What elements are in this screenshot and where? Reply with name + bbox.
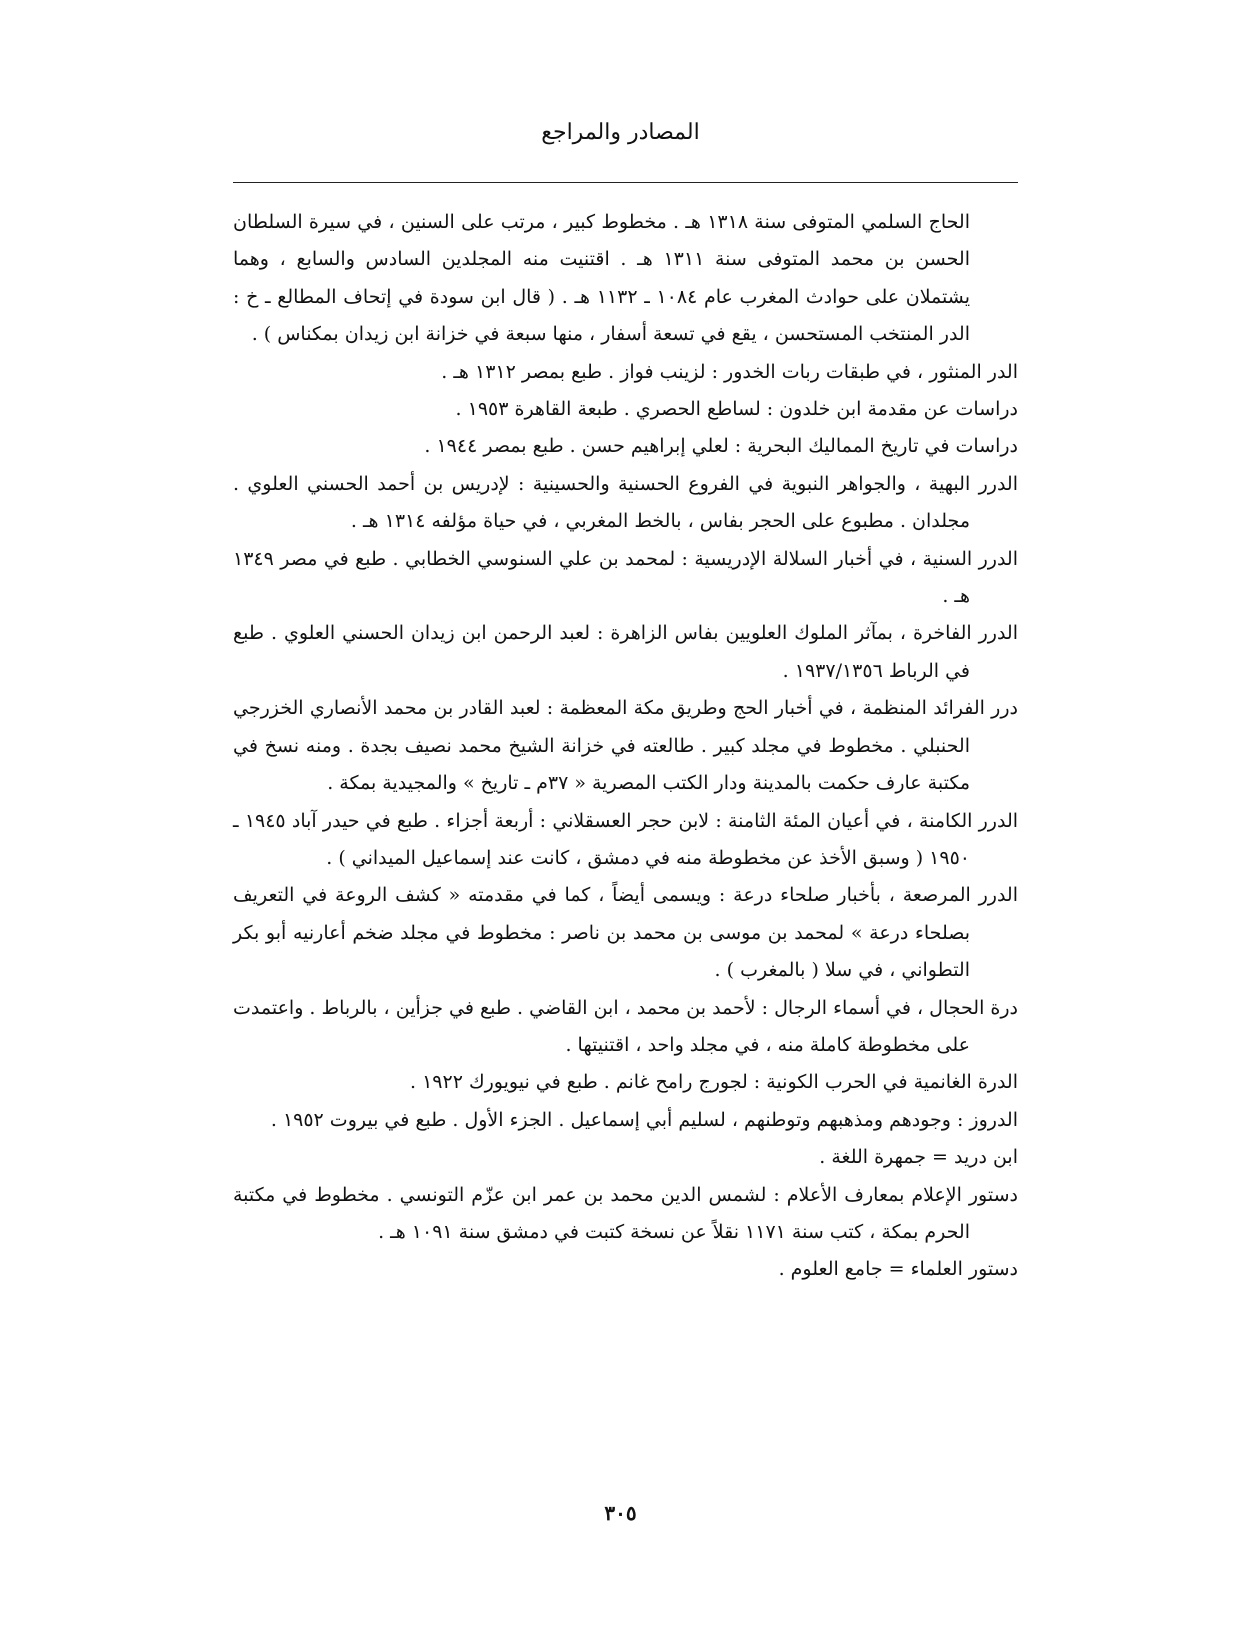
bibliography-entry: دراسات عن مقدمة ابن خلدون : لساطع الحصري . طبعة القاهرة ١٩٥٣ .	[455, 398, 1018, 421]
bibliography-body	[233, 204, 1018, 1289]
bibliography-entry: الدرر البهية ، والجواهر النبوية في الفروع الحسنية والحسينية : لإدريس بن أحمد الحسني العلوي . مجلدان . مطبوع على الحجر بفاس ، بالخط المغربي ، في حياة مؤلفه ١٣١٤ هـ .	[233, 472, 1018, 533]
header-rule	[233, 182, 1018, 183]
page-number: ٣٠٥	[604, 1501, 637, 1525]
bibliography-entry: الدر المنثور ، في طبقات ربات الخدور : لزينب فواز . طبع بمصر ١٣١٢ هـ .	[441, 360, 1018, 383]
bibliography-entry-continuation: الحاج السلمي المتوفى سنة ١٣١٨ هـ . مخطوط كبير ، مرتب على السنين ، في سيرة السلطان الحسن بن محمد المتوفى سنة ١٣١١ هـ . اقتنيت منه المجلدين السادس والسابع ، وهما يشتملان على حوادث المغرب عام ١٠٨٤ ـ ١١٣٢ هـ . ( قال ابن سودة في إتحاف المطالع ـ خ : الدر المنتخب المستحسن ، يقع في تسعة أسفار ، منها سبعة في خزانة ابن زيدان بمكناس ) .	[233, 211, 970, 346]
bibliography-entry: دستور الإعلام بمعارف الأعلام : لشمس الدين محمد بن عمر ابن عزّم التونسي . مخطوط في مكتبة الحرم بمكة ، كتب سنة ١١٧١ نقلاً عن نسخة كتبت في دمشق سنة ١٠٩١ هـ .	[233, 1183, 1018, 1243]
bibliography-entry: الدرر الكامنة ، في أعيان المئة الثامنة : لابن حجر العسقلاني : أربعة أجزاء . طبع في حيدر آباد ١٩٤٥ ـ ١٩٥٠ ( وسبق الأخذ عن مخطوطة منه في دمشق ، كانت عند إسماعيل الميداني ) .	[233, 809, 1019, 869]
running-header-title: المصادر والمراجع	[541, 120, 700, 145]
bibliography-entry: دراسات في تاريخ المماليك البحرية : لعلي إبراهيم حسن . طبع بمصر ١٩٤٤ .	[424, 435, 1018, 458]
bibliography-entry: الدرة الغانمية في الحرب الكونية : لجورج رامح غانم . طبع في نيويورك ١٩٢٢ .	[410, 1071, 1018, 1094]
bibliography-entry: درة الحجال ، في أسماء الرجال : لأحمد بن محمد ، ابن القاضي . طبع في جزأين ، بالرباط . واعتمدت على مخطوطة كاملة منه ، في مجلد واحد ، اقتنيتها .	[233, 996, 1018, 1056]
bibliography-entry: الدروز : وجودهم ومذهبهم وتوطنهم ، لسليم أبي إسماعيل . الجزء الأول . طبع في بيروت ١٩٥٢ .	[270, 1108, 1018, 1131]
bibliography-entry: الدرر المرصعة ، بأخبار صلحاء درعة : ويسمى أيضاً ، كما في مقدمته « كشف الروعة في التعريف بصلحاء درعة » لمحمد بن موسى بن محمد بن ناصر : مخطوط في مجلد ضخم أعارنيه أبو بكر التطواني ، في سلا ( بالمغرب ) .	[233, 884, 1018, 982]
bibliography-entry: دستور العلماء = جامع العلوم .	[778, 1258, 1018, 1281]
bibliography-entry: الدرر الفاخرة ، بمآثر الملوك العلويين بفاس الزاهرة : لعبد الرحمن ابن زيدان الحسني العلوي . طبع في الرباط ١٩٣٧/١٣٥٦ .	[233, 622, 1018, 682]
bibliography-entry: الدرر السنية ، في أخبار السلالة الإدريسية : لمحمد بن علي السنوسي الخطابي . طبع في مصر ١٣٤٩ هـ .	[233, 547, 1018, 608]
bibliography-entry: ابن دريد = جمهرة اللغة .	[819, 1146, 1018, 1169]
bibliography-entry: درر الفرائد المنظمة ، في أخبار الحج وطريق مكة المعظمة : لعبد القادر بن محمد الأنصاري الخزرجي الحنبلي . مخطوط في مجلد كبير . طالعته في خزانة الشيخ محمد نصيف بجدة . ومنه نسخ في مكتبة عارف حكمت بالمدينة ودار الكتب المصرية « ٣٧م ـ تاريخ » والمجيدية بمكة .	[233, 697, 1018, 795]
